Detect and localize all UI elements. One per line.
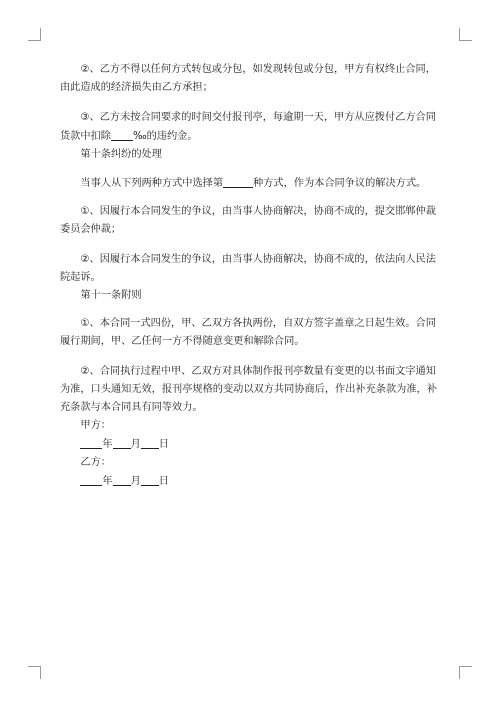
clause-ten-heading-text: 第十条纠纷的处理 bbox=[80, 149, 162, 160]
party-b-month-label: 月 bbox=[130, 476, 141, 487]
dispute-method-blank[interactable] bbox=[223, 174, 253, 188]
clause-eleven-item-2 bbox=[60, 363, 442, 417]
party-b-date bbox=[60, 472, 442, 491]
clause-eleven-heading bbox=[60, 287, 442, 305]
party-b-month-blank[interactable] bbox=[113, 472, 131, 486]
corner-mark-bottom-left bbox=[28, 666, 41, 679]
penalty-item-3-text-after: ‰的违约金。 bbox=[132, 131, 198, 142]
clause-ten-intro-after: 种方式，作为本合同争议的解决方式。 bbox=[253, 178, 427, 189]
clause-eleven-item-1 bbox=[60, 315, 442, 351]
party-a-month-blank[interactable] bbox=[113, 435, 131, 449]
clause-ten-heading bbox=[60, 146, 442, 164]
party-b-day-blank[interactable] bbox=[141, 472, 159, 486]
clause-ten-item-2-text: ②、因履行本合同发生的争议，由当事人协商解决，协商不成的，依法向人民法院起诉。 bbox=[60, 254, 436, 283]
party-a-label-text: 甲方： bbox=[80, 420, 111, 431]
party-a-year-label: 年 bbox=[102, 439, 113, 450]
party-b-label-text: 乙方： bbox=[80, 457, 111, 468]
penalty-item-3 bbox=[60, 109, 442, 146]
clause-eleven-item-1-text: ①、本合同一式四份，甲、乙双方各执两份，自双方签字盖章之日起生效。合同履行期间，甲、乙任何一方不得随意变更和解除合同。 bbox=[60, 318, 436, 347]
party-b-day-label: 日 bbox=[158, 476, 169, 487]
penalty-rate-blank[interactable] bbox=[111, 127, 133, 141]
party-a-day-label: 日 bbox=[158, 439, 169, 450]
clause-ten-item-1-text: ①、因履行本合同发生的争议，由当事人协商解决，协商不成的，提交邯郸仲裁委员会仲裁； bbox=[60, 206, 436, 235]
party-a-year-blank[interactable] bbox=[80, 435, 102, 449]
party-b-year-label: 年 bbox=[102, 476, 113, 487]
party-b-label bbox=[60, 454, 442, 472]
clause-ten-intro-before: 当事人从下列两种方式中选择第 bbox=[80, 178, 224, 189]
party-b-year-blank[interactable] bbox=[80, 472, 102, 486]
penalty-item-2-text: ②、乙方不得以任何方式转包或分包，如发现转包或分包，甲方有权终止合同，由此造成的经济损失由乙方承担； bbox=[60, 64, 436, 93]
party-a-day-blank[interactable] bbox=[141, 435, 159, 449]
party-a-date bbox=[60, 435, 442, 454]
penalty-item-3-text-before: ③、乙方未按合同要求的时间交付报刊亭，每逾期一天，甲方从应拨付乙方合同货款中扣除 bbox=[60, 112, 436, 142]
corner-mark-top-right bbox=[459, 28, 472, 41]
party-a-label bbox=[60, 417, 442, 435]
corner-mark-bottom-right bbox=[459, 666, 472, 679]
clause-ten-item-1 bbox=[60, 203, 442, 239]
corner-mark-top-left bbox=[28, 28, 41, 41]
clause-ten-item-2 bbox=[60, 251, 442, 287]
clause-eleven-heading-text: 第十一条附则 bbox=[80, 290, 142, 301]
clause-eleven-item-2-text: ②、合同执行过程中甲、乙双方对具体制作报刊亭数量有变更的以书面文字通知为准，口头通知无效，报刊亭规格的变动以双方共同协商后，作出补充条款为准，补充条款与本合同具有同等效力。 bbox=[60, 366, 437, 413]
clause-ten-intro bbox=[60, 174, 442, 193]
party-a-month-label: 月 bbox=[130, 439, 141, 450]
penalty-item-2 bbox=[60, 61, 442, 97]
document-page bbox=[60, 61, 442, 491]
